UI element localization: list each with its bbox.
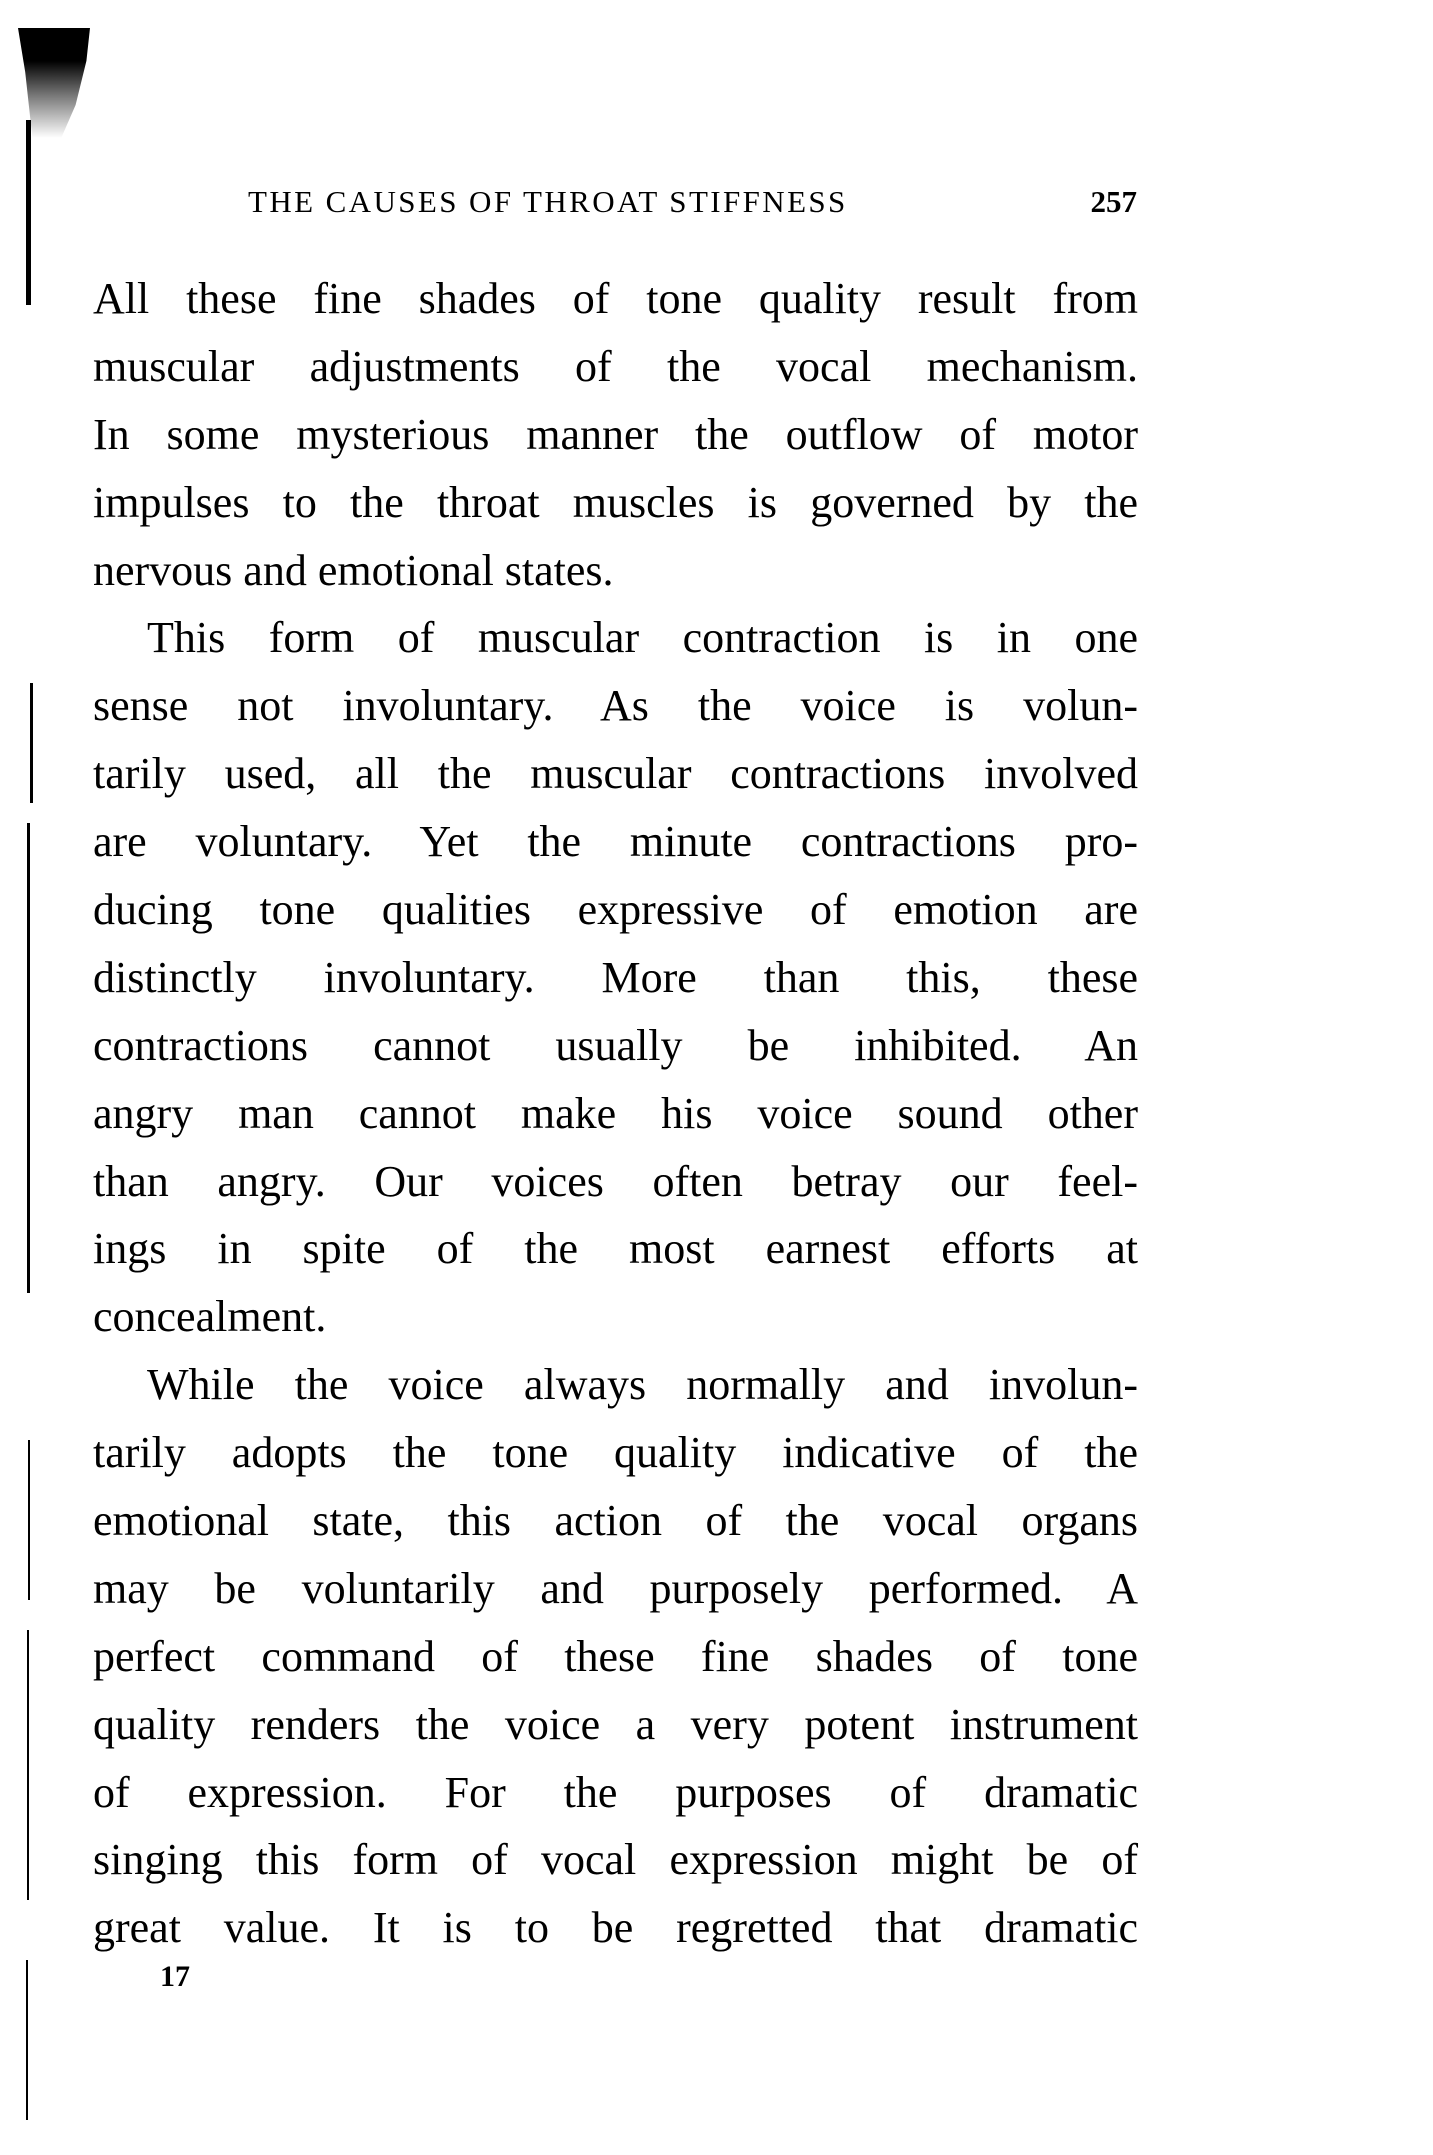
text-line: nervous and emotional states. <box>93 545 614 595</box>
text-line: of expression. For the purposes of dramatic <box>93 1767 1138 1817</box>
text-line: angry man cannot make his voice sound other <box>93 1088 1138 1138</box>
scan-artifact-line <box>27 1630 29 1900</box>
text-line: tarily adopts the tone quality indicative of the <box>93 1428 1138 1478</box>
text-line: than angry. Our voices often betray our feel- <box>93 1156 1138 1206</box>
text-line: ings in spite of the most earnest efforts at <box>93 1224 1138 1274</box>
text-line: contractions cannot usually be inhibited. An <box>93 1020 1138 1070</box>
scan-artifact-line <box>26 120 31 305</box>
scan-artifact-line <box>30 683 33 803</box>
text-line: great value. It is to be regretted that dramatic <box>93 1903 1138 1953</box>
text-line: quality renders the voice a very potent instrument <box>93 1699 1138 1749</box>
text-line: perfect command of these fine shades of tone <box>93 1631 1138 1681</box>
text-line: While the voice always normally and involun- <box>147 1360 1138 1410</box>
text-line: singing this form of vocal expression might be of <box>93 1835 1138 1885</box>
text-line: tarily used, all the muscular contractions involved <box>93 749 1138 799</box>
text-line: are voluntary. Yet the minute contractions pro- <box>93 817 1138 867</box>
scan-artifact-line <box>28 1440 30 1600</box>
text-line: sense not involuntary. As the voice is volun- <box>93 681 1138 731</box>
text-line: In some mysterious manner the outflow of motor <box>93 409 1138 459</box>
text-line: All these fine shades of tone quality result from <box>93 274 1138 323</box>
text-line: may be voluntarily and purposely performed. A <box>93 1563 1138 1613</box>
text-line: This form of muscular contraction is in one <box>147 613 1138 663</box>
text-line: muscular adjustments of the vocal mechanism. <box>93 341 1138 391</box>
running-title: THE CAUSES OF THROAT STIFFNESS <box>248 184 848 219</box>
text-line: impulses to the throat muscles is governed by the <box>93 477 1138 527</box>
scan-artifact-line <box>26 1960 28 2120</box>
text-line: ducing tone qualities expressive of emotion are <box>93 885 1138 935</box>
scan-artifact-line <box>27 823 30 1293</box>
text-line: distinctly involuntary. More than this, these <box>93 952 1138 1002</box>
text-line: emotional state, this action of the vocal organs <box>93 1496 1138 1546</box>
body-text <box>93 265 1138 1962</box>
running-head <box>248 184 1137 220</box>
page-number: 257 <box>1090 184 1137 219</box>
text-line: concealment. <box>93 1292 327 1342</box>
signature-mark: 17 <box>160 1960 190 1993</box>
